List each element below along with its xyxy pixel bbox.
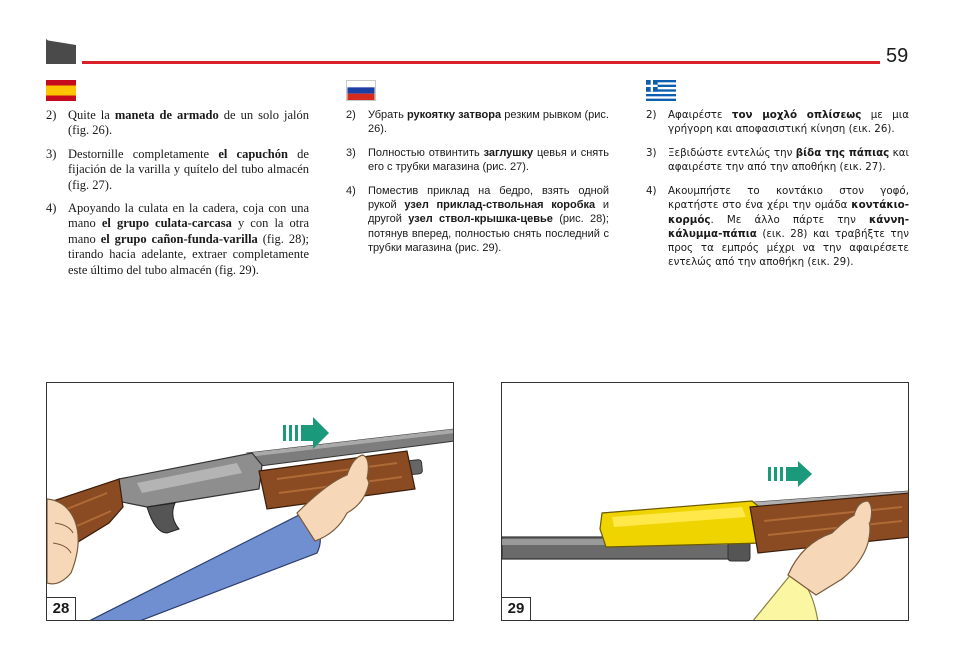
- breech-cover: [600, 501, 764, 547]
- page-number: 59: [886, 45, 909, 67]
- spanish-step-3: 3) Destornille completamente el capuchón de fijación de la varilla y quítelo del tubo almacén (fig. 27).: [46, 146, 309, 192]
- greek-step-2: 2) Αφαιρέστε τον μοχλό οπλίσεως με μια γρήγορη και αποφασιστική κίνηση (εικ. 26).: [646, 109, 909, 136]
- figure-number-28: 28: [47, 597, 76, 620]
- receiver: [117, 453, 262, 533]
- figure-29-illustration: [502, 383, 909, 621]
- spanish-step-2: 2) Quite la maneta de armado de un solo jalón (fig. 26).: [46, 108, 309, 138]
- russian-step-4: 4) Поместив приклад на бедро, взять одной рукой узел приклад-ствольная коробка и другой узел ствол-крышка-цевье (рис. 28); потянув вперед, полностью снять последний с трубки магазина (рис. 29).: [346, 184, 610, 255]
- figure-28-illustration: [47, 383, 454, 621]
- russian-flag-icon: [346, 80, 376, 101]
- figure-29: [501, 382, 909, 621]
- greek-step-3: 3) Ξεβιδώστε εντελώς την βίδα της πάπιας και αφαιρέστε την από την αποθήκη (εικ. 27).: [646, 147, 909, 174]
- figure-number-29: 29: [502, 597, 531, 620]
- header-rule: [82, 61, 880, 64]
- spanish-column: [46, 108, 309, 286]
- header-logo-mark: [46, 38, 76, 64]
- spanish-step-4: 4) Apoyando la culata en la cadera, coja con una mano el grupo culata-carcasa y con la otra mano el grupo cañon-funda-varilla (fig. 28); tirando hacia adelante, extraer completamente este último del tubo almacén (fig. 29).: [46, 201, 309, 277]
- spanish-flag-icon: [46, 80, 76, 101]
- russian-step-3: 3) Полностью отвинтить заглушку цевья и снять его с трубки магазина (рис. 27).: [346, 146, 609, 174]
- pull-forward-arrow-icon: [768, 461, 812, 487]
- russian-column: [346, 108, 609, 265]
- greek-flag-icon: [646, 80, 676, 101]
- russian-step-2: 2) Убрать рукоятку затвора резким рывком (рис. 26).: [346, 109, 609, 136]
- greek-column: [646, 108, 909, 279]
- figure-28: [46, 382, 454, 621]
- greek-step-4: 4) Ακουμπήστε το κοντάκιο στον γοφό, κρατήστε στο ένα χέρι την ομάδα κοντάκιο-κορμός. Με άλλο πάρτε την κάννη-κάλυμμα-πάπια (εικ. 28) και τραβήξτε την προς τα εμπρός μέχρι να την αφαιρέσετε εντελώς από την αποθήκη (εικ. 29).: [646, 185, 909, 268]
